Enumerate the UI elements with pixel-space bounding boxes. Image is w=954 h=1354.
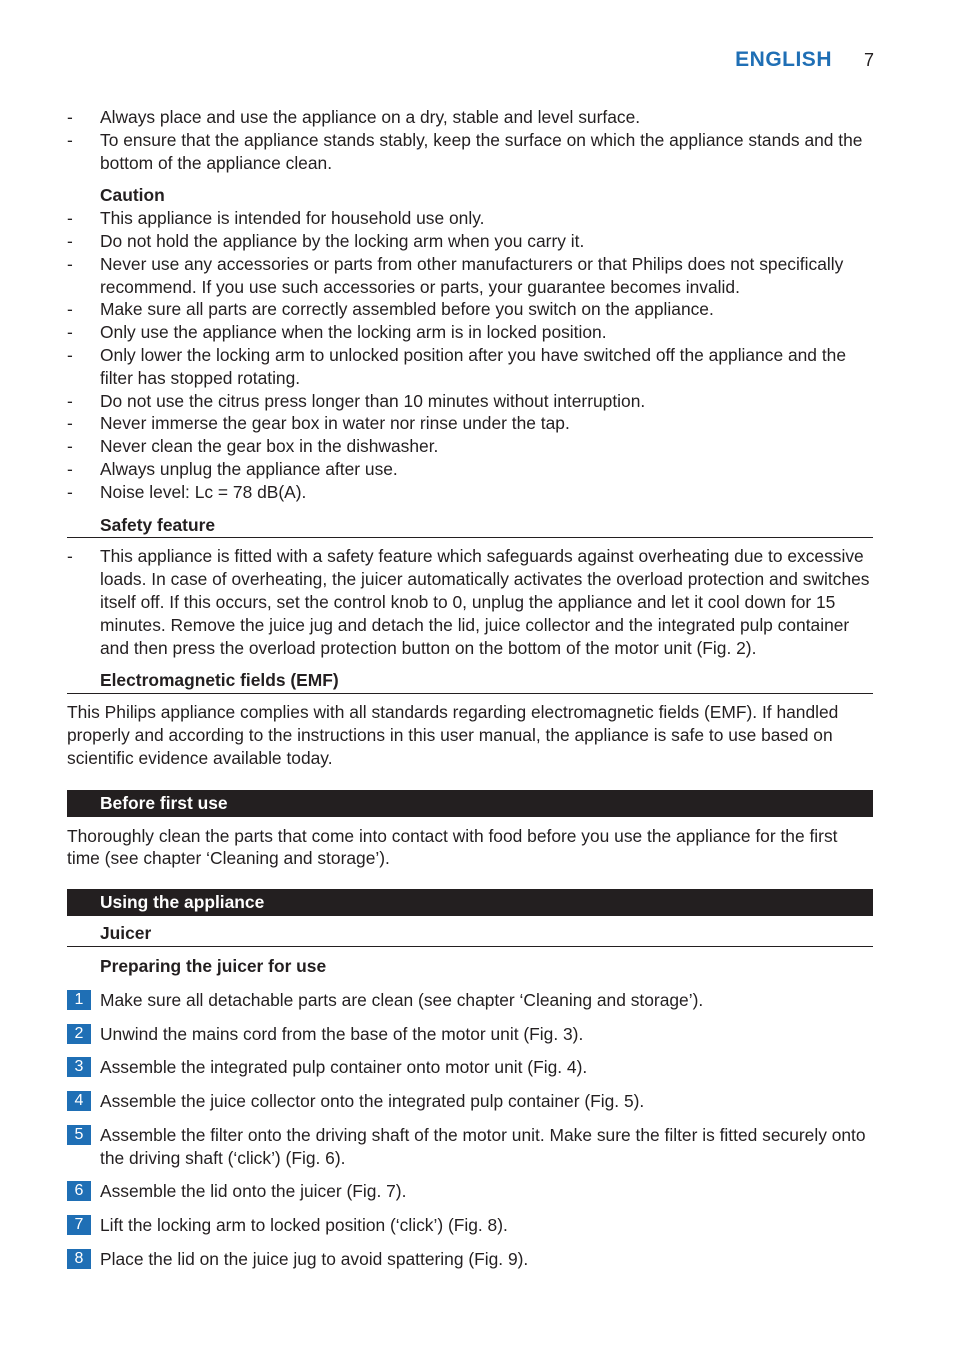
steps-list [67,989,873,1271]
step-item [67,1023,873,1046]
using-heading: Using the appliance [67,889,873,916]
step-text: Place the lid on the juice jug to avoid spattering (Fig. 9). [100,1249,529,1270]
step-text: Make sure all detachable parts are clean (see chapter ‘Cleaning and storage’). [100,989,704,1010]
list-item: - Make sure all parts are correctly assembled before you switch on the appliance. [67,299,714,320]
step-item [67,989,873,1012]
page-header [735,46,874,74]
step-number: 2 [67,1024,91,1044]
list-item: - Only lower the locking arm to unlocked position after you have switched off the appliance and the filter has stopped rotating. [67,344,846,388]
page-content [67,106,873,1271]
safety-text: - This appliance is fitted with a safety feature which safeguards against overheating due to excessive loads. In case of overheating, the juicer automatically activates the overload protection and switches itself off. If this occurs, set the control knob to 0, unplug the appliance and let it cool down for 15 minutes. Remove the juice jug and detach the lid, juice collector and the integrated pulp container and then press the overload protection button on the bottom of the motor unit (Fig. 2). [67,546,870,658]
step-text: Assemble the filter onto the driving shaft of the motor unit. Make sure the filter is fitted securely onto the driving shaft (‘click’) (Fig. 6). [100,1124,866,1168]
emf-text: This Philips appliance complies with all standards regarding electromagnetic fields (EMF). If handled properly and according to the instructions in this user manual, the appliance is safe to use based on scientific evidence available today. [67,702,839,768]
list-item: - Do not use the citrus press longer than 10 minutes without interruption. [67,390,646,411]
list-item: - Only use the appliance when the locking arm is in locked position. [67,322,607,343]
step-item [67,1056,873,1079]
step-item [67,1124,873,1170]
step-number: 7 [67,1215,91,1235]
step-item [67,1090,873,1113]
step-text: Assemble the integrated pulp container onto motor unit (Fig. 4). [100,1057,588,1078]
step-number: 8 [67,1249,91,1269]
list-item: - Always unplug the appliance after use. [67,458,398,479]
step-number: 1 [67,990,91,1010]
safety-heading: Safety feature [67,514,873,539]
list-item: - Noise level: Lc = 78 dB(A). [67,481,307,502]
step-text: Lift the locking arm to locked position (‘click’) (Fig. 8). [100,1215,508,1236]
intro-list [67,106,873,174]
preparing-heading: Preparing the juicer for use [100,955,327,976]
before-first-use-heading: Before first use [67,790,873,817]
step-text: Assemble the lid onto the juicer (Fig. 7). [100,1181,407,1202]
step-number: 6 [67,1181,91,1201]
list-item: - Never use any accessories or parts from other manufacturers or that Philips does not specifically recommend. If you use such accessories or parts, your guarantee becomes invalid. [67,253,844,297]
step-text: Assemble the juice collector onto the integrated pulp container (Fig. 5). [100,1091,645,1112]
step-number: 3 [67,1057,91,1077]
language-label: ENGLISH [735,47,832,71]
emf-heading: Electromagnetic fields (EMF) [67,669,873,694]
page-number: 7 [863,49,874,70]
before-first-use-text: Thoroughly clean the parts that come into contact with food before you use the appliance for the first time (see chapter ‘Cleaning and storage’). [67,825,838,869]
list-item: - Never immerse the gear box in water nor rinse under the tap. [67,413,570,434]
list-item: - Never clean the gear box in the dishwasher. [67,436,439,457]
step-text: Unwind the mains cord from the base of the motor unit (Fig. 3). [100,1023,584,1044]
list-item: - To ensure that the appliance stands stably, keep the surface on which the appliance stands and the bottom of the appliance clean. [67,129,863,173]
list-item: - This appliance is intended for household use only. [67,208,485,229]
caution-list [67,207,873,503]
caution-heading: Caution [100,185,165,206]
step-item [67,1248,873,1271]
list-item: - Do not hold the appliance by the locking arm when you carry it. [67,230,585,251]
juicer-heading: Juicer [67,922,873,947]
list-item: - Always place and use the appliance on a dry, stable and level surface. [67,107,641,127]
step-item [67,1180,873,1203]
step-number: 5 [67,1125,91,1145]
step-number: 4 [67,1091,91,1111]
step-item [67,1214,873,1237]
